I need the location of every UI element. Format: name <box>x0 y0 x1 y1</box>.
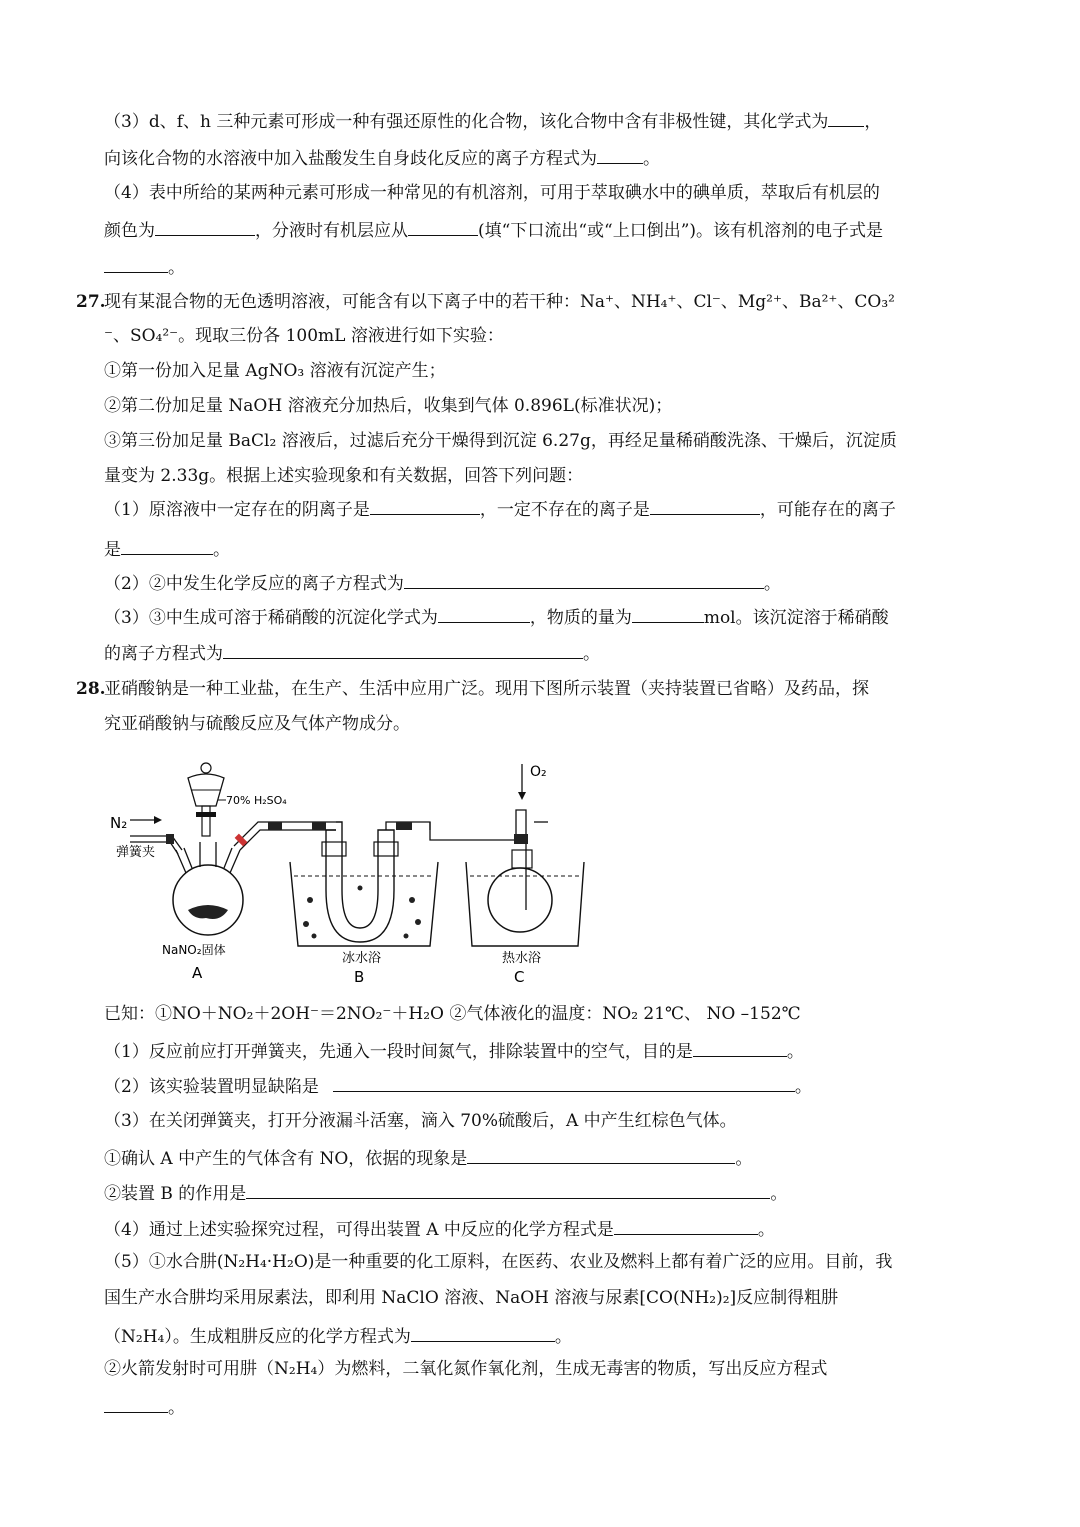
question-number: 28. <box>76 679 106 699</box>
q26-p4-line3 <box>104 254 984 278</box>
ice-cube-icon <box>415 919 421 925</box>
text: （N₂H₄）。生成粗肼反应的化学方程式为 <box>104 1327 411 1347</box>
q28-p4 <box>104 1216 984 1240</box>
q28-p5-line2 <box>104 1286 984 1310</box>
q27-p3 <box>104 604 984 628</box>
q27-line2 <box>104 324 984 348</box>
o2-arrowhead-icon <box>518 792 526 800</box>
answer-blank[interactable] <box>597 145 643 164</box>
q27-p1-cont <box>104 536 984 560</box>
clip-label: 弹簧夹 <box>116 845 156 860</box>
text: （4）表中所给的某两种元素可形成一种常见的有机溶剂，可用于萃取碘水中的碘单质，萃取后有机层的 <box>104 183 880 203</box>
answer-blank[interactable] <box>246 1180 770 1199</box>
flask-a-center-neck <box>200 842 216 867</box>
ice-cube-icon <box>358 886 363 891</box>
text: 亚硝酸钠是一种工业盐，在生产、生活中应用广泛。现用下图所示装置（夹持装置已省略）及药品，探 <box>104 679 869 699</box>
q28-known <box>104 1002 984 1026</box>
answer-blank[interactable] <box>155 217 255 236</box>
text: （3）d、f、h 三种元素可形成一种有强还原性的化合物，该化合物中含有非极性键，其化学式为 <box>104 112 829 132</box>
tube-connector <box>268 822 282 830</box>
answer-blank[interactable] <box>104 1394 168 1413</box>
n2-arrowhead-icon <box>154 816 162 824</box>
question-number: 27. <box>76 292 106 312</box>
text: （3）③中生成可溶于稀硝酸的沉淀化学式为 <box>104 608 438 628</box>
text: 。 <box>757 1220 775 1240</box>
tube-connector <box>514 834 528 844</box>
text: 。 <box>168 1398 185 1418</box>
ice-cube-icon <box>404 934 409 939</box>
tube-connector <box>312 822 326 830</box>
answer-blank[interactable] <box>411 1323 555 1342</box>
q26-p4-line2 <box>104 217 984 241</box>
funnel-stem <box>202 806 210 836</box>
ice-cube-icon <box>312 934 317 939</box>
text: ①确认 A 中产生的气体含有 NO，依据的现象是 <box>104 1149 468 1169</box>
funnel-stopper <box>201 763 211 773</box>
tube-connector <box>396 822 412 830</box>
label-a: A <box>192 964 203 982</box>
q27-p3-cont <box>104 640 984 664</box>
q28-p5-2 <box>104 1357 984 1381</box>
text: （4）通过上述实验探究过程，可得出装置 A 中反应的化学方程式是 <box>104 1220 614 1240</box>
answer-blank[interactable] <box>223 640 583 659</box>
text: （2）该实验装置明显缺陷是 <box>104 1077 319 1097</box>
q27-step1 <box>104 359 984 383</box>
text: 已知：①NO＋NO₂＋2OH⁻＝2NO₂⁻＋H₂O ②气体液化的温度：NO₂ 21℃、 NO –152℃ <box>104 1004 801 1024</box>
text: 。 <box>554 1327 572 1347</box>
q27-p1 <box>104 496 984 520</box>
text: 。 <box>643 149 660 169</box>
q26-p4-line1 <box>104 181 984 205</box>
hot-bath-c <box>466 862 584 946</box>
answer-blank[interactable] <box>438 604 530 623</box>
text: 是 <box>104 540 121 560</box>
answer-blank[interactable] <box>121 536 213 555</box>
text: ⁻、SO₄²⁻。现取三份各 100mL 溶液进行如下实验： <box>104 326 504 346</box>
answer-blank[interactable] <box>650 496 760 515</box>
text: ，分液时有机层应从 <box>255 221 408 241</box>
hot-bath-label: 热水浴 <box>502 951 542 966</box>
q27-line1 <box>76 290 984 314</box>
text: （1）反应前应打开弹簧夹，先通入一段时间氮气，排除装置中的空气，目的是 <box>104 1042 693 1062</box>
q27-p2 <box>104 570 984 594</box>
text: ②第二份加足量 NaOH 溶液充分加热后，收集到气体 0.896L(标准状况)； <box>104 396 673 416</box>
q28-p5-line3 <box>104 1323 984 1347</box>
text: ，物质的量为 <box>529 608 632 628</box>
q28-p1 <box>104 1038 984 1062</box>
apparatus-figure <box>100 750 600 990</box>
answer-blank[interactable] <box>333 1073 795 1092</box>
text: 量变为 2.33g。根据上述实验现象和有关数据，回答下列问题： <box>104 466 584 486</box>
n2-label: N₂ <box>110 814 128 832</box>
ice-bath-label: 冰水浴 <box>342 951 382 966</box>
funnel-stopcock-icon <box>196 812 216 817</box>
text: mol。该沉淀溶于稀硝酸 <box>703 608 889 628</box>
text: (填“下口流出“或“上口倒出”)。该有机溶剂的电子式是 <box>478 221 884 241</box>
answer-blank[interactable] <box>104 254 168 273</box>
text: 。 <box>583 644 600 664</box>
q28-p5-end <box>104 1394 984 1418</box>
q26-p3-line2 <box>104 145 984 169</box>
text: ①第一份加入足量 AgNO₃ 溶液有沉淀产生； <box>104 361 446 381</box>
text: 。 <box>735 1149 753 1169</box>
text: 。 <box>770 1184 788 1204</box>
answer-blank[interactable] <box>828 108 864 127</box>
ice-cube-icon <box>303 921 309 927</box>
text: 。 <box>794 1077 812 1097</box>
answer-blank[interactable] <box>693 1038 787 1057</box>
text: 。 <box>786 1042 804 1062</box>
q28-line2 <box>104 712 984 736</box>
ice-cube-icon <box>307 897 313 903</box>
answer-blank[interactable] <box>370 496 480 515</box>
spring-clip-icon <box>166 834 174 844</box>
text: ， <box>864 112 882 132</box>
ice-bath-b <box>290 862 438 946</box>
flask-c-neck <box>512 850 532 868</box>
answer-blank[interactable] <box>467 1145 735 1164</box>
text: 国生产水合肼均采用尿素法，即利用 NaClO 溶液、NaOH 溶液与尿素[CO(NH₂)₂]反应制得粗肼 <box>104 1288 839 1308</box>
label-b: B <box>354 968 365 986</box>
text: ③第三份加足量 BaCl₂ 溶液后，过滤后充分干燥得到沉淀 6.27g，再经足量稀硝酸洗涤、干燥后，沉淀质 <box>104 431 897 451</box>
ice-cube-icon <box>409 897 415 903</box>
text: （1）原溶液中一定存在的阴离子是 <box>104 500 370 520</box>
answer-blank[interactable] <box>632 604 704 623</box>
q28-p3 <box>104 1109 984 1133</box>
nano2-solid <box>188 905 228 919</box>
u-tube-b <box>326 822 394 942</box>
answer-blank[interactable] <box>408 217 478 236</box>
flask-a-left-neck <box>176 848 192 873</box>
q28-p3-2 <box>104 1180 984 1204</box>
text: 。 <box>213 540 230 560</box>
text: 究亚硝酸钠与硫酸反应及气体产物成分。 <box>104 714 410 734</box>
text: 的离子方程式为 <box>104 644 223 664</box>
text: 。 <box>168 258 185 278</box>
q26-p3-line1 <box>104 108 984 132</box>
solid-label: NaNO₂固体 <box>162 943 226 957</box>
acid-label: 70% H₂SO₄ <box>226 794 287 807</box>
flask-a <box>173 865 243 935</box>
text: 颜色为 <box>104 221 155 241</box>
text: ，可能存在的离子 <box>759 500 896 520</box>
flask-a-right-neck <box>224 848 240 873</box>
text: （2）②中发生化学反应的离子方程式为 <box>104 574 404 594</box>
answer-blank[interactable] <box>404 570 764 589</box>
q28-p2 <box>104 1073 984 1097</box>
q28-line1 <box>76 677 984 701</box>
text: （3）在关闭弹簧夹，打开分液漏斗活塞，滴入 70%硫酸后，A 中产生红棕色气体。 <box>104 1111 737 1131</box>
text: ②火箭发射时可用肼（N₂H₄）为燃料，二氧化氮作氧化剂，生成无毒害的物质，写出反应方程式 <box>104 1359 828 1379</box>
text: 向该化合物的水溶液中加入盐酸发生自身歧化反应的离子方程式为 <box>104 149 597 169</box>
text: （5）①水合肼(N₂H₄·H₂O)是一种重要的化工原料，在医药、农业及燃料上都有着广泛的应用。目前，我 <box>104 1252 893 1272</box>
answer-blank[interactable] <box>614 1216 758 1235</box>
text: 现有某混合物的无色透明溶液，可能含有以下离子中的若干种：Na⁺、NH₄⁺、Cl⁻、Mg²⁺、Ba²⁺、CO₃² <box>104 292 895 312</box>
text: 。 <box>763 574 781 594</box>
q27-step2 <box>104 394 984 418</box>
text: ②装置 B 的作用是 <box>104 1184 247 1204</box>
flask-c <box>488 868 552 932</box>
text: ，一定不存在的离子是 <box>479 500 650 520</box>
o2-label: O₂ <box>530 764 547 780</box>
q28-p5-line1 <box>104 1250 984 1274</box>
q27-step3b <box>104 464 984 488</box>
q27-step3a <box>104 429 984 453</box>
label-c: C <box>514 968 525 986</box>
q28-p3-1 <box>104 1145 984 1169</box>
